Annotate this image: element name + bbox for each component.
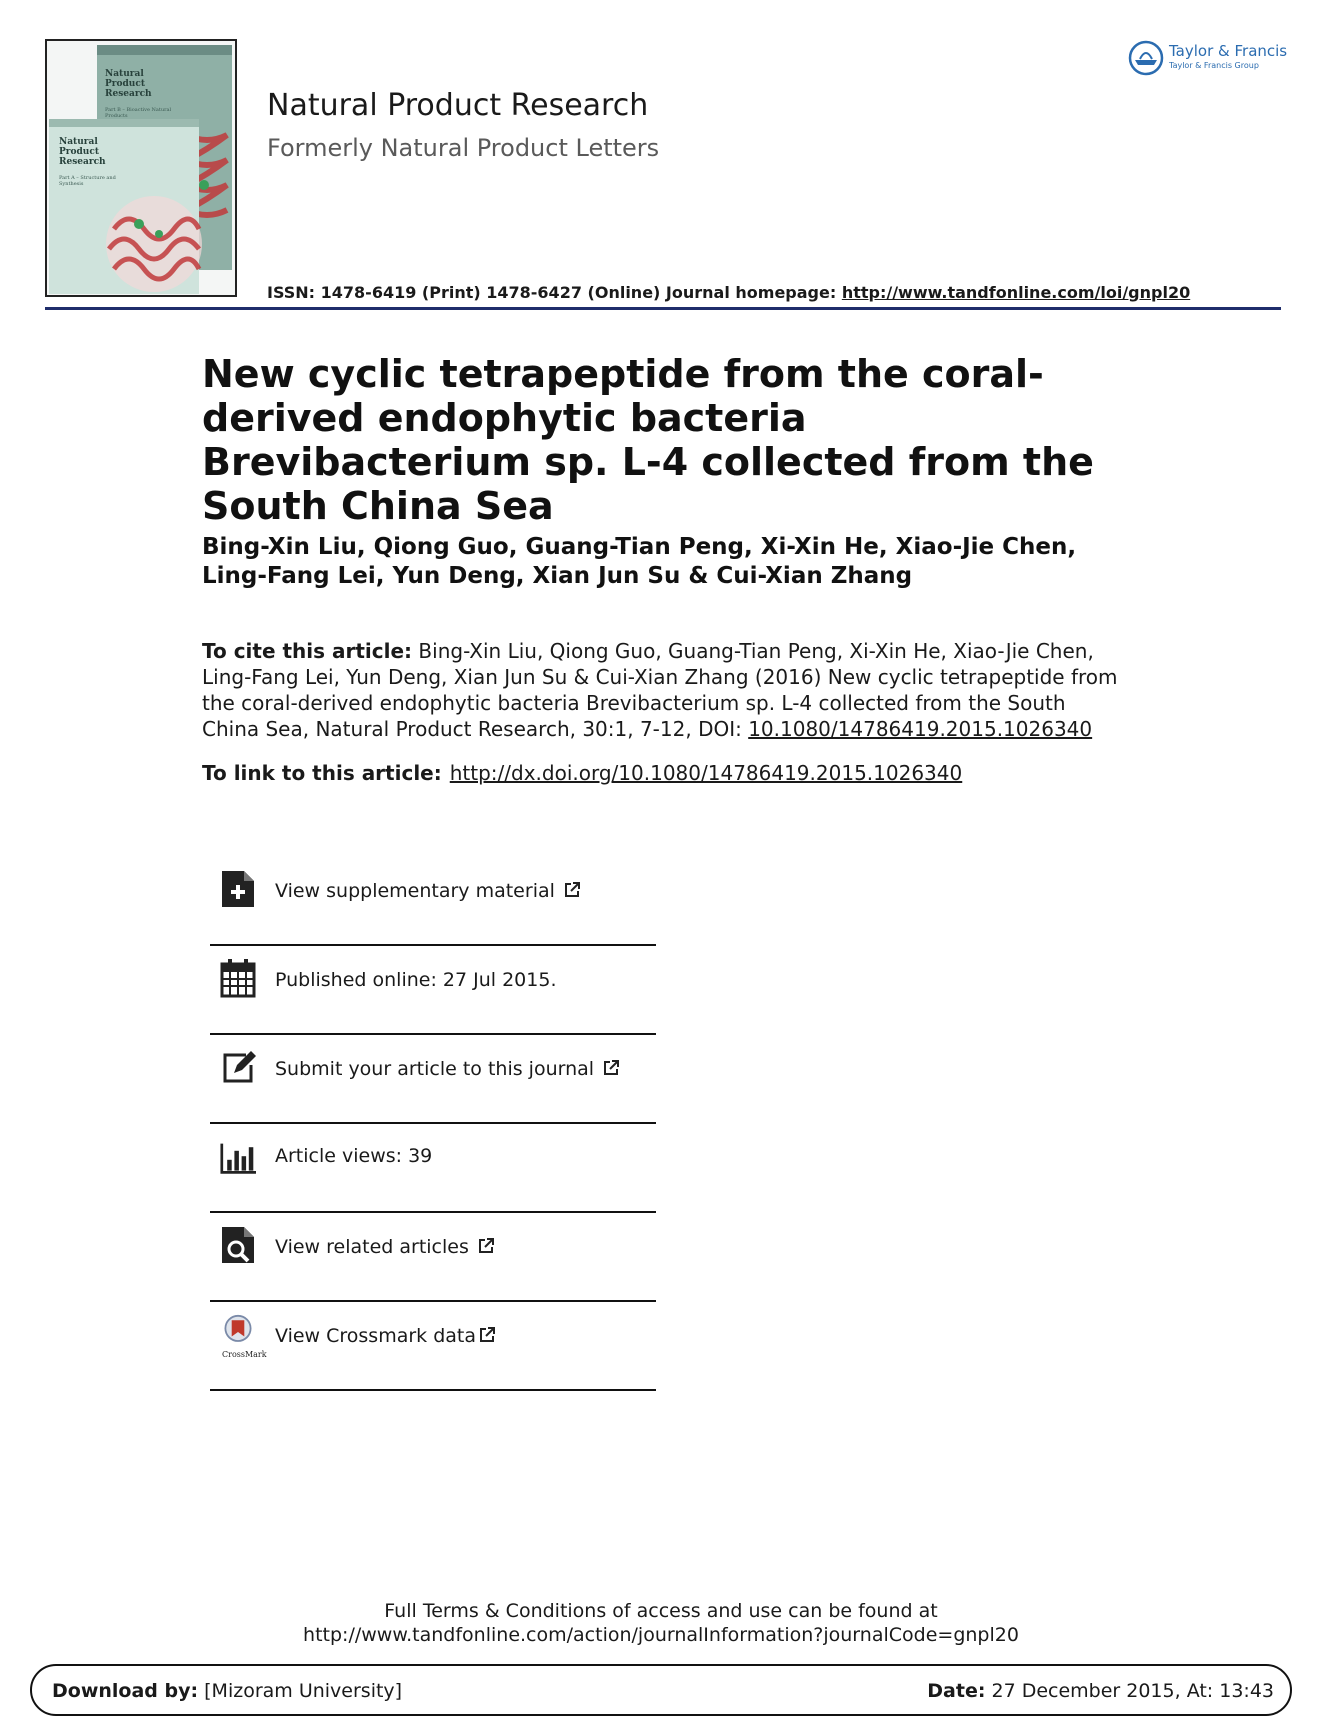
published-online-item [210, 944, 656, 1035]
journal-subtitle: Formerly Natural Product Letters [267, 134, 660, 162]
crossmark-caption: CrossMark [222, 1350, 267, 1359]
crossmark-label: View Crossmark data [275, 1325, 496, 1347]
journal-title: Natural Product Research [267, 88, 649, 123]
published-online-label: Published online: 27 Jul 2015. [275, 969, 557, 991]
download-by [52, 1680, 402, 1702]
article-title: New cyclic tetrapeptide from the coral-derived endophytic bacteria Brevibacterium sp. L-4 collected from the South China Sea [202, 352, 1094, 528]
journal-cover-image [45, 39, 237, 297]
cover-front-subtitle: Part A – Structure and Synthesis [59, 175, 116, 187]
submit-article-item[interactable] [210, 1033, 656, 1124]
issn-text: ISSN: 1478-6419 (Print) 1478-6427 (Online) Journal homepage: [267, 283, 842, 302]
external-link-icon [563, 881, 581, 899]
publisher-group: Taylor & Francis Group [1169, 61, 1259, 70]
link-label: To link to this article: [202, 761, 442, 785]
cover-front-molecule-art [99, 189, 209, 297]
terms-line-1: Full Terms & Conditions of access and use can be found at [384, 1600, 938, 1622]
header-divider [45, 307, 1281, 310]
publisher-name: Taylor & Francis [1169, 42, 1288, 60]
cover-front-issue [49, 119, 199, 294]
external-link-icon [477, 1237, 495, 1255]
supplementary-material-item[interactable] [210, 855, 656, 946]
citation-block [202, 638, 1122, 742]
edit-icon [220, 1047, 256, 1087]
crossmark-item[interactable] [210, 1300, 656, 1391]
calendar-icon [220, 958, 256, 998]
article-doi-link[interactable]: http://dx.doi.org/10.1080/14786419.2015.1026340 [449, 761, 963, 785]
date-label: Date: [927, 1680, 986, 1702]
download-value: [Mizoram University] [198, 1680, 403, 1702]
bar-chart-icon [220, 1138, 256, 1178]
cite-label: To cite this article: [202, 639, 413, 663]
download-date [927, 1680, 1274, 1702]
issn-line [267, 283, 1190, 302]
article-views-label: Article views: 39 [275, 1145, 433, 1167]
cover-back-title: Natural Product Research [105, 69, 152, 99]
article-link-line [202, 761, 962, 785]
external-link-icon [478, 1326, 496, 1344]
cite-doi-link[interactable]: 10.1080/14786419.2015.1026340 [748, 717, 1093, 741]
related-articles-label: View related articles [275, 1236, 495, 1258]
terms-line-2[interactable]: http://www.tandfonline.com/action/journalInformation?journalCode=gnpl20 [303, 1624, 1019, 1646]
search-document-icon [220, 1225, 256, 1265]
download-label: Download by: [52, 1680, 199, 1702]
article-views-item [210, 1122, 656, 1213]
crossmark-icon [220, 1312, 256, 1352]
article-authors: Bing-Xin Liu, Qiong Guo, Guang-Tian Peng, Xi-Xin He, Xiao-Jie Chen, Ling-Fang Lei, Yun Deng, Xian Jun Su & Cui-Xian Zhang [202, 534, 1077, 589]
submit-article-label: Submit your article to this journal [275, 1058, 620, 1080]
date-value: 27 December 2015, At: 13:43 [985, 1680, 1274, 1702]
journal-homepage-link[interactable]: http://www.tandfonline.com/loi/gnpl20 [841, 283, 1191, 302]
cover-front-title: Natural Product Research [59, 137, 106, 167]
cover-back-subtitle: Part B – Bioactive Natural Products [105, 107, 172, 119]
external-link-icon [602, 1059, 620, 1077]
file-plus-icon [220, 869, 256, 909]
cite-text: Bing-Xin Liu, Qiong Guo, Guang-Tian Peng, Xi-Xin He, Xiao-Jie Chen, Ling-Fang Lei, Yun Deng, Xian Jun Su & Cui-Xian Zhang (2016) New cyclic tetrapeptide from the coral-derived endophytic bacteria Brevibacterium sp. L-4 collected from the South China Sea, Natural Product Research, 30:1, 7-12, DOI: [202, 639, 1118, 741]
related-articles-item[interactable] [210, 1211, 656, 1302]
supplementary-label: View supplementary material [275, 880, 581, 902]
